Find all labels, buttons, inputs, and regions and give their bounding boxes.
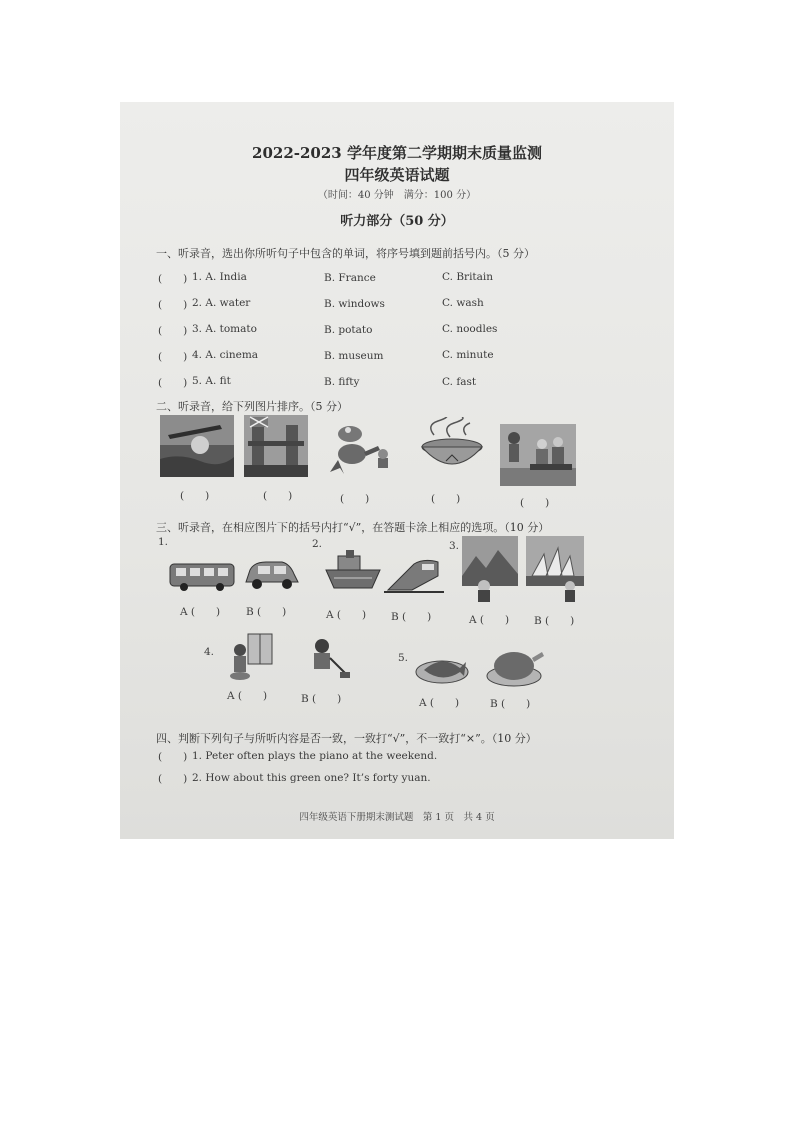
option-b-blank: B ( ): [490, 698, 531, 710]
section2-heading: 二、听录音，给下列图片排序。（5 分）: [156, 400, 348, 413]
exam-title: 2022-2023 学年度第二学期期末质量监测: [252, 144, 542, 162]
exam-meta: （时间：40 分钟 满分：100 分）: [317, 190, 477, 201]
option-b: B. fifty: [324, 376, 360, 388]
option-a-blank: A ( ): [419, 697, 460, 709]
answer-paren: ( ): [158, 273, 188, 285]
option-a-blank: A ( ): [227, 690, 268, 702]
answer-paren: ( ): [158, 751, 188, 763]
statement-text: 1. Peter often plays the piano at the weekend.: [192, 750, 438, 762]
window-cleaning-picture: [220, 632, 278, 682]
question-number: 5.: [398, 652, 409, 664]
answer-paren: ( ): [158, 351, 188, 363]
question-number: 2.: [312, 538, 323, 550]
option-a: 2. A. water: [192, 297, 251, 309]
option-a: 1. A. India: [192, 271, 247, 283]
noodle-bowl-picture: [416, 417, 486, 475]
option-b: B. France: [324, 272, 376, 284]
question-number: 1.: [158, 536, 169, 548]
family-room-picture: [500, 424, 576, 486]
floor-sweeping-picture: [304, 636, 350, 682]
fish-dish-picture: [414, 646, 470, 686]
statement-text: 2. How about this green one? It’s forty yuan.: [192, 772, 431, 784]
car-picture: [242, 556, 300, 594]
question-number: 3.: [449, 540, 460, 552]
sunset-sea-picture: [160, 415, 234, 477]
roast-chicken-picture: [486, 646, 546, 688]
option-a: 4. A. cinema: [192, 349, 259, 361]
answer-paren: ( ): [158, 325, 188, 337]
tower-bridge-picture: [244, 415, 308, 477]
option-b-blank: B ( ): [301, 693, 342, 705]
order-blank: ( ): [180, 490, 210, 502]
option-c: C. fast: [442, 376, 477, 388]
order-blank: ( ): [520, 497, 550, 509]
option-b: B. museum: [324, 350, 384, 362]
train-picture: [384, 554, 444, 594]
answer-paren: ( ): [158, 299, 188, 311]
listening-part-title: 听力部分（50 分）: [340, 214, 454, 229]
section3-heading: 三、听录音，在相应图片下的括号内打“√”，在答题卡涂上相应的选项。（10 分）: [156, 521, 550, 534]
option-b: B. windows: [324, 298, 385, 310]
answer-paren: ( ): [158, 377, 188, 389]
option-a-blank: A ( ): [180, 606, 221, 618]
order-blank: ( ): [431, 493, 461, 505]
opera-house-picture: [526, 536, 584, 602]
option-c: C. wash: [442, 297, 484, 309]
option-b: B. potato: [324, 324, 373, 336]
option-a-blank: A ( ): [469, 614, 510, 626]
option-b-blank: B ( ): [534, 615, 575, 627]
mountain-landscape-picture: [462, 536, 518, 602]
ship-picture: [324, 548, 382, 594]
crocodile-watering-picture: [330, 420, 396, 476]
option-a: 5. A. fit: [192, 375, 231, 387]
option-b-blank: B ( ): [391, 611, 432, 623]
exam-paper: [120, 102, 674, 839]
option-b-blank: B ( ): [246, 606, 287, 618]
option-c: C. noodles: [442, 323, 498, 335]
order-blank: ( ): [263, 490, 293, 502]
option-c: C. Britain: [442, 271, 494, 283]
exam-subtitle: 四年级英语试题: [344, 166, 450, 184]
question-number: 4.: [204, 646, 215, 658]
answer-paren: ( ): [158, 773, 188, 785]
order-blank: ( ): [340, 493, 370, 505]
page-footer: 四年级英语下册期末测试题 第 1 页 共 4 页: [299, 812, 495, 823]
section4-heading: 四、判断下列句子与所听内容是否一致，一致打“√”，不一致打“×”。（10 分）: [156, 732, 537, 745]
section1-heading: 一、听录音，选出你所听句子中包含的单词，将序号填到题前括号内。（5 分）: [156, 247, 535, 260]
option-a: 3. A. tomato: [192, 323, 257, 335]
bus-picture: [168, 560, 238, 592]
option-a-blank: A ( ): [326, 609, 367, 621]
option-c: C. minute: [442, 349, 494, 361]
